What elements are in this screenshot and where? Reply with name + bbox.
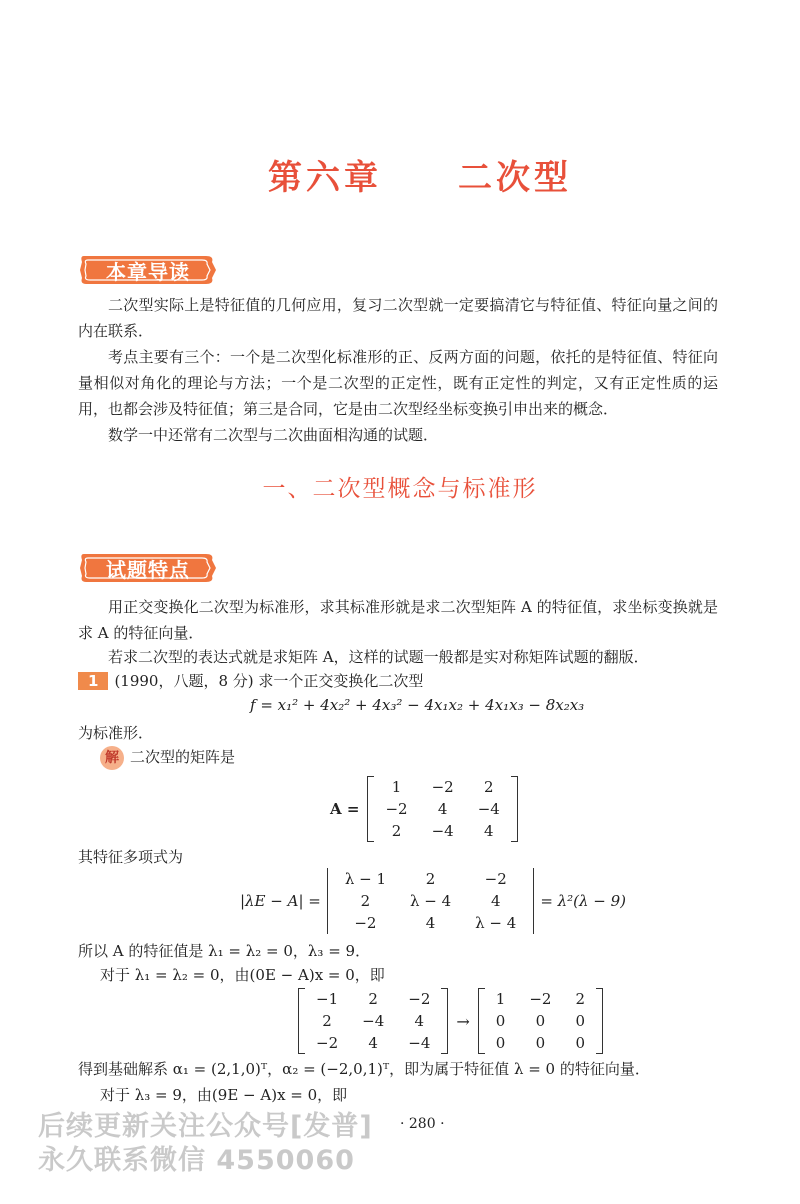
det-matrix-cell: −2 [354, 914, 377, 932]
reduce-left-cell: −2 [408, 990, 431, 1008]
chapter-guide-label: 本章导读 [106, 260, 190, 284]
det-matrix-cell: λ − 1 [344, 870, 386, 888]
quadratic-form-formula: f = x₁² + 4x₂² + 4x₃² − 4x₁x₂ + 4x₁x₃ − 8x₂x₃ [250, 696, 585, 714]
charpoly-intro: 其特征多项式为 [78, 848, 184, 866]
reduce-left-cell: −2 [316, 1034, 339, 1052]
chapter-guide-banner [78, 252, 218, 288]
matrix-a-cell: −2 [431, 778, 454, 796]
matrix-a-cell: 1 [391, 778, 402, 796]
reduce-left-table [304, 988, 442, 1054]
question-features-banner [78, 550, 218, 586]
matrix-a-cell: 2 [483, 778, 494, 796]
determinant-matrix [327, 868, 534, 934]
eigenvalue-line: 所以 A 的特征值是 λ₁ = λ₂ = 0，λ₃ = 9． [78, 942, 371, 960]
matrix-a-row [373, 776, 511, 798]
chapter-title: 第六章 二次型 [268, 158, 572, 198]
det-matrix-row [333, 890, 528, 912]
reduce-left-cell: −4 [408, 1034, 431, 1052]
matrix-a-block [330, 776, 518, 842]
matrix-a-table [373, 776, 511, 842]
reduce-right-cell: 2 [575, 990, 585, 1008]
case-2-line: 对于 λ₃ = 9，由(9E − A)x = 0，即 [100, 1086, 348, 1104]
example-number-badge: 1 [78, 672, 108, 690]
det-matrix-cell: λ − 4 [410, 892, 452, 910]
watermark-line-1: 后续更新关注公众号[发普] [38, 1111, 373, 1142]
solution-badge: 解 [100, 746, 124, 770]
reduce-right-cell: 0 [575, 1034, 585, 1052]
reduce-left-cell: 4 [368, 1034, 378, 1052]
det-matrix-cell: 4 [490, 892, 501, 910]
reduce-left-cell: 4 [414, 1012, 425, 1030]
guide-paragraph-2: 考点主要有三个：一个是二次型化标准形的正、反两方面的问题，依托的是特征值、特征向量相似对角化的理论与方法；一个是二次型的正定性，既有正定性的判定，又有正定性质的运用，也都会涉及特征值；第三是合同，它是由二次型经坐标变换引申出来的概念． [78, 348, 718, 418]
determinant-result: = λ²(λ − 9) [540, 892, 627, 910]
matrix-a-label: A = [330, 800, 360, 818]
matrix-a-cell: −2 [385, 800, 408, 818]
reduce-left-row [304, 1010, 442, 1032]
reduce-right-cell: 1 [495, 990, 506, 1008]
watermark-line-2: 永久联系微信 4550060 [38, 1145, 355, 1176]
matrix-a-cell: 2 [391, 822, 402, 840]
reduce-right-cell: 0 [535, 1034, 546, 1052]
reduce-right-cell: 0 [575, 1012, 585, 1030]
case-1-line: 对于 λ₁ = λ₂ = 0，由(0E − A)x = 0，即 [100, 966, 385, 984]
det-matrix-cell: 2 [425, 870, 436, 888]
example-suffix: 为标准形． [78, 724, 154, 742]
reduce-right-cell: −2 [529, 990, 552, 1008]
example-source: (1990，八题，8 分) 求一个正交变换化二次型 [114, 672, 424, 690]
reduce-left-row [304, 1032, 442, 1054]
reduce-arrow: → [456, 1011, 470, 1031]
example-header [78, 670, 423, 691]
det-matrix-table [333, 868, 528, 934]
reduce-left-matrix [298, 988, 448, 1054]
det-matrix-cell: −2 [484, 870, 507, 888]
reduce-right-row [484, 1010, 597, 1032]
reduce-left-cell: −4 [362, 1012, 385, 1030]
reduce-right-cell: 0 [535, 1012, 546, 1030]
reduce-right-row [484, 1032, 597, 1054]
basis-line: 得到基础解系 α₁ = (2,1,0)ᵀ，α₂ = (−2,0,1)ᵀ，即为属于特征值 λ = 0 的特征向量． [78, 1060, 650, 1078]
reduce-right-matrix [478, 988, 603, 1054]
determinant-label: |λE − A| = [240, 892, 321, 910]
determinant-block [240, 868, 626, 934]
reduce-right-table [484, 988, 597, 1054]
det-matrix-cell: 2 [360, 892, 371, 910]
det-matrix-cell: 4 [425, 914, 436, 932]
row-reduction-block [298, 988, 603, 1054]
matrix-a [367, 776, 517, 842]
matrix-a-cell: 4 [437, 800, 448, 818]
section-title: 一、二次型概念与标准形 [262, 476, 538, 502]
page-number: · 280 · [400, 1116, 445, 1132]
matrix-a-cell: 4 [483, 822, 494, 840]
reduce-left-cell: 2 [322, 1012, 332, 1030]
feature-paragraph-2: 若求二次型的表达式就是求矩阵 A，这样的试题一般都是实对称矩阵试题的翻版． [108, 648, 649, 666]
det-matrix-row [333, 912, 528, 934]
matrix-a-row [373, 798, 511, 820]
guide-paragraph-3: 数学一中还常有二次型与二次曲面相沟通的试题． [108, 426, 439, 444]
matrix-a-cell: −4 [477, 800, 500, 818]
question-features-label: 试题特点 [106, 558, 190, 582]
det-matrix-cell: λ − 4 [475, 914, 517, 932]
reduce-left-cell: −1 [316, 990, 339, 1008]
matrix-a-row [373, 820, 511, 842]
solution-intro: 二次型的矩阵是 [130, 748, 236, 766]
feature-paragraph-1: 用正交变换化二次型为标准形，求其标准形就是求二次型矩阵 A 的特征值，求坐标变换就是求 A 的特征向量． [78, 598, 718, 642]
solution-header [100, 746, 235, 770]
reduce-right-cell: 0 [495, 1034, 506, 1052]
det-matrix-row [333, 868, 528, 890]
reduce-right-row [484, 988, 597, 1010]
matrix-a-cell: −4 [431, 822, 454, 840]
guide-paragraph-1: 二次型实际上是特征值的几何应用，复习二次型就一定要搞清它与特征值、特征向量之间的内在联系． [78, 296, 718, 340]
reduce-left-cell: 2 [368, 990, 378, 1008]
reduce-right-cell: 0 [495, 1012, 506, 1030]
reduce-left-row [304, 988, 442, 1010]
